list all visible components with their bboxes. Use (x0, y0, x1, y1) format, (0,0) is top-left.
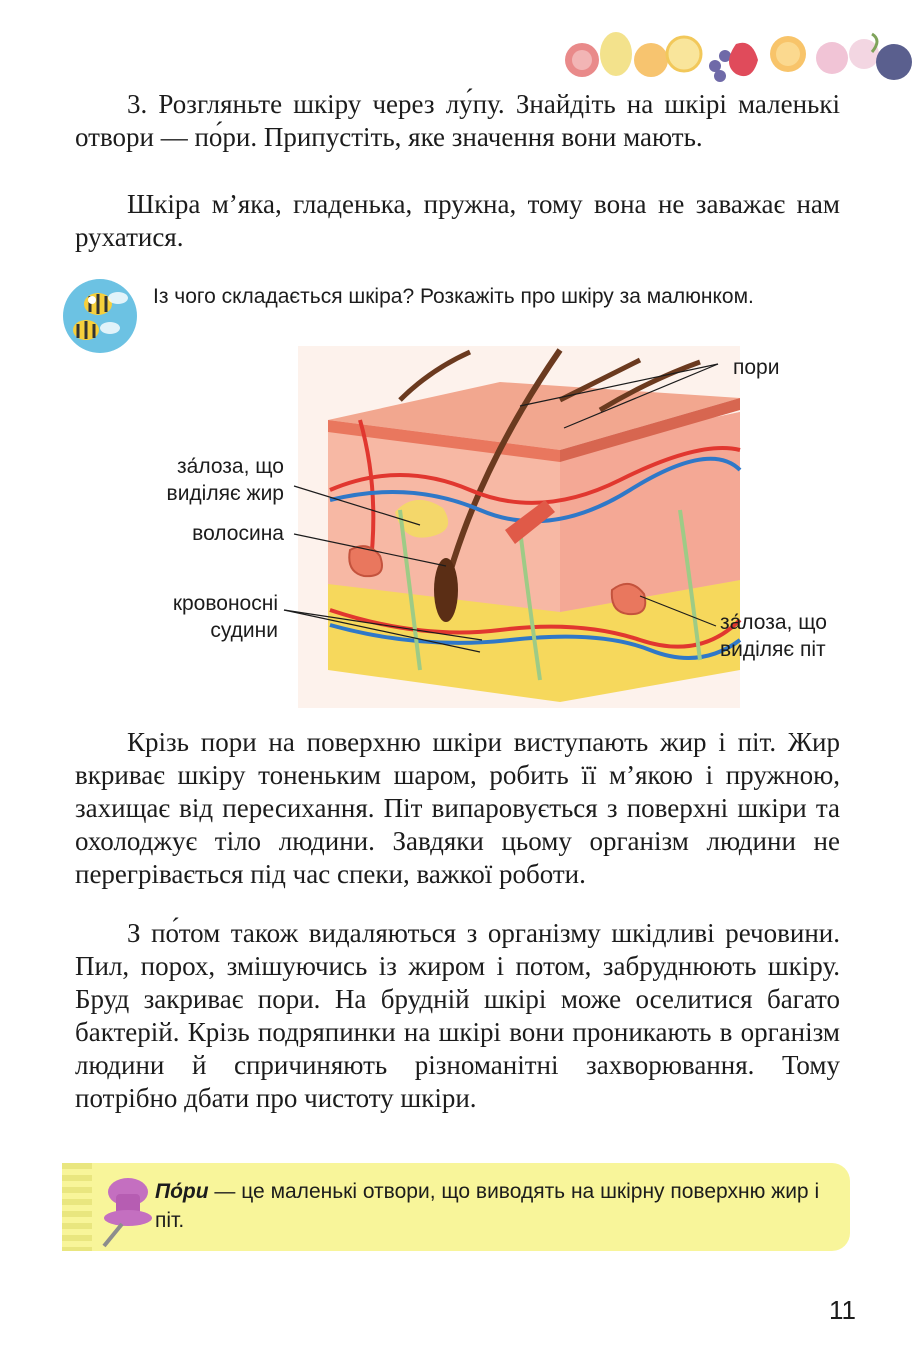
definition-term: По́ри (155, 1180, 209, 1203)
definition-text: По́ри — це маленькі отвори, що виводять на шкірну поверхню жир і піт. (155, 1180, 820, 1232)
pushpin-icon (88, 1170, 158, 1250)
fruit-strip-decoration (552, 18, 918, 88)
label-sweat-gland: за́лоза, що виділяє піт (720, 611, 827, 661)
text-paragraph: З по́том також видаляються з організму шкідливі речовини. Пил, порох, змішуючись із жиром і потом, забруднюють шкіру. Бруд закриває пори. На брудній шкірі може оселитися багато бактерій. Крізь подряпинки на шкірі вони проникають в організм людини й спричиняють різноманітні захворювання. Тому потрібно дбати про чистоту шкіри. (75, 918, 840, 1113)
task-question: Із чого складається шкіра? Розкажіть про шкіру за малюнком. (153, 285, 754, 308)
page-number: 11 (829, 1295, 856, 1325)
label-blood-vessels: кровоносні судини (172, 592, 278, 642)
task-paragraph: 3. Розгляньте шкіру через лу́пу. Знайдіть на шкірі маленькі отвори — по́ри. Припустіть, яке значення вони мають. (75, 89, 840, 152)
text-paragraph: Крізь пори на поверхню шкіри виступають жир і піт. Жир вкриває шкіру тоненьким шаром, робить її м’якою і пружною, захищає від пересихання. Піт випаровується з поверхні шкіри та охолоджує тіло людини. Завдяки цьому організм людини не перегрівається під час спеки, важкої роботи. (75, 727, 840, 889)
label-hair: волосина (192, 522, 284, 545)
label-pores: пори (733, 356, 780, 379)
text-paragraph: Шкіра м’яка, гладенька, пружна, тому вона не заважає нам рухатися. (75, 189, 840, 252)
label-sebaceous-gland: за́лоза, що виділяє жир (166, 455, 284, 505)
